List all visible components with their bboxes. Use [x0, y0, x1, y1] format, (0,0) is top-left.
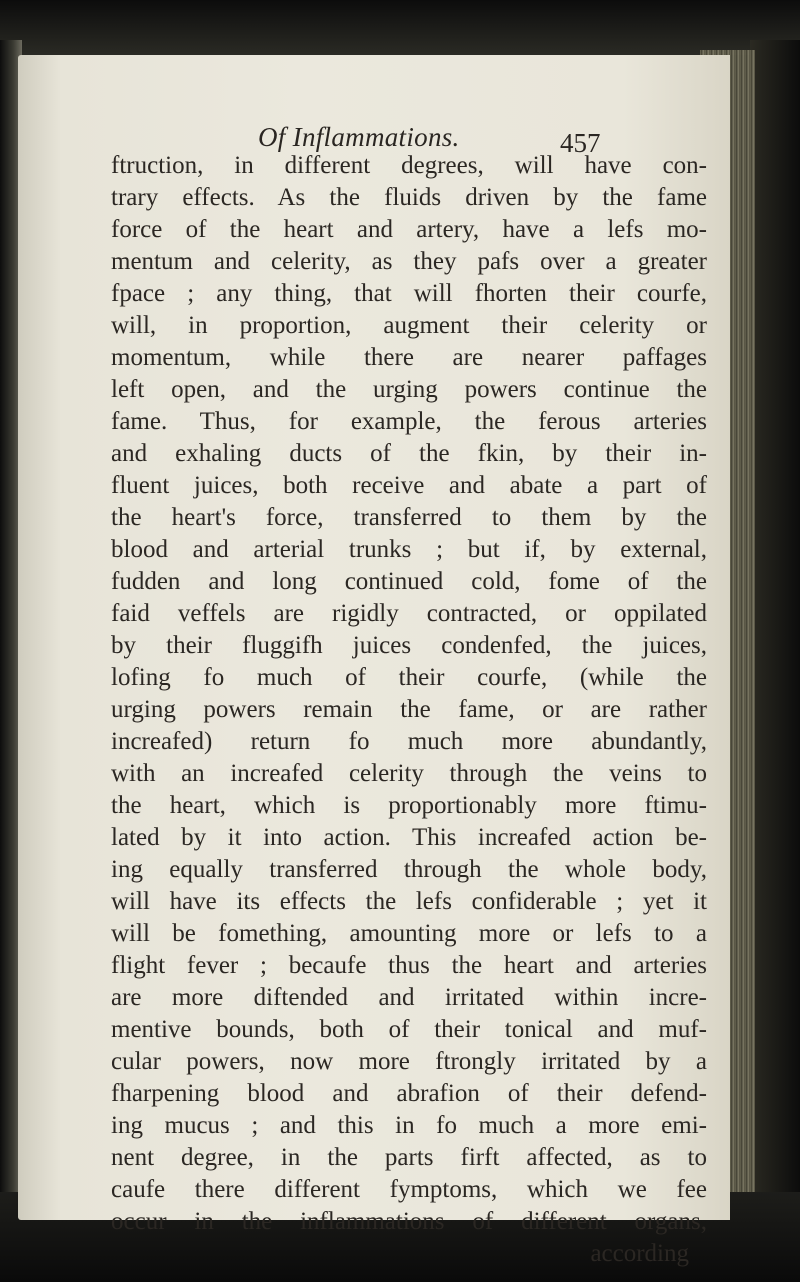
text-line: lofing fo much of their courfe, (while the	[111, 664, 707, 691]
text-line: the heart, which is proportionably more ftimu-	[111, 792, 707, 819]
text-line: mentum and celerity, as they pafs over a greater	[111, 248, 707, 275]
text-line: fpace ; any thing, that will fhorten their courfe,	[111, 280, 707, 307]
text-line: fudden and long continued cold, fome of the	[111, 568, 707, 595]
book-shadow-top	[0, 0, 800, 55]
text-line: cular powers, now more ftrongly irritated by a	[111, 1048, 707, 1075]
text-line: fame. Thus, for example, the ferous arteries	[111, 408, 707, 435]
text-line: mentive bounds, both of their tonical and muf-	[111, 1016, 707, 1043]
text-line: momentum, while there are nearer paffages	[111, 344, 707, 371]
text-line: lated by it into action. This increafed action be-	[111, 824, 707, 851]
text-line: faid veffels are rigidly contracted, or oppilated	[111, 600, 707, 627]
text-line: trary effects. As the fluids driven by the fame	[111, 184, 707, 211]
text-line: by their fluggifh juices condenfed, the juices,	[111, 632, 707, 659]
text-line: ftruction, in different degrees, will have con-	[111, 152, 707, 179]
text-line: flight fever ; becaufe thus the heart and arteries	[111, 952, 707, 979]
body-text	[111, 150, 707, 1270]
text-line: force of the heart and artery, have a lefs mo-	[111, 216, 707, 243]
text-line: nent degree, in the parts firft affected, as to	[111, 1144, 707, 1171]
text-line: caufe there different fymptoms, which we fee	[111, 1176, 707, 1203]
text-line: fharpening blood and abrafion of their defend-	[111, 1080, 707, 1107]
text-line: left open, and the urging powers continue the	[111, 376, 707, 403]
text-line: the heart's force, transferred to them by the	[111, 504, 707, 531]
page-number: 457	[560, 128, 601, 158]
text-line: will, in proportion, augment their celerity or	[111, 312, 707, 339]
running-title: Of Inflammations.	[258, 122, 460, 152]
text-line: occur in the inflammations of different organs,	[111, 1208, 707, 1235]
text-line: will be fomething, amounting more or lefs to a	[111, 920, 707, 947]
text-line: with an increafed celerity through the veins to	[111, 760, 707, 787]
text-line: will have its effects the lefs confiderable ; yet it	[111, 888, 707, 915]
book-fore-edge-shadow	[750, 40, 800, 1282]
text-line: increafed) return fo much more abundantly,	[111, 728, 707, 755]
text-line: blood and arterial trunks ; but if, by external,	[111, 536, 707, 563]
catchword: according	[590, 1240, 689, 1267]
text-line: ing equally transferred through the whole body,	[111, 856, 707, 883]
text-line: urging powers remain the fame, or are rather	[111, 696, 707, 723]
text-line: are more diftended and irritated within incre-	[111, 984, 707, 1011]
text-line: and exhaling ducts of the fkin, by their in-	[111, 440, 707, 467]
text-line: ing mucus ; and this in fo much a more emi-	[111, 1112, 707, 1139]
text-line: fluent juices, both receive and abate a part of	[111, 472, 707, 499]
